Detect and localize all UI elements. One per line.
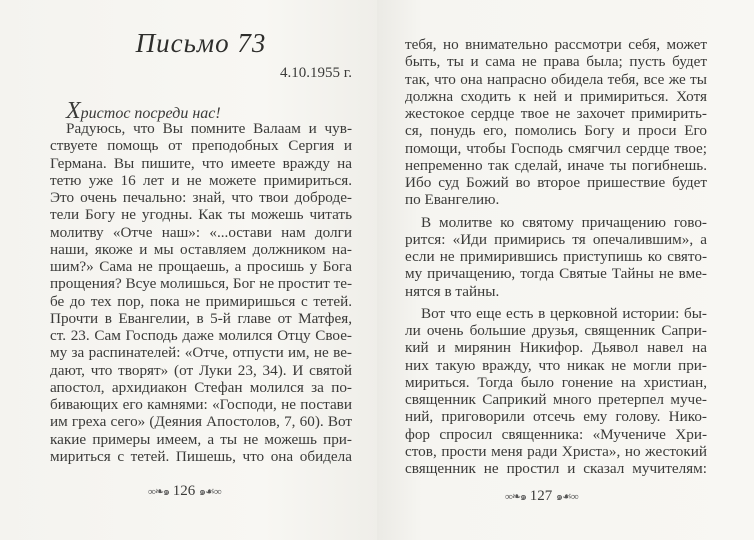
text-line: так, что она напрасно обидела тебя, все же ты	[405, 70, 707, 88]
ornament-right-icon: ๑☙∞	[199, 486, 221, 498]
right-page-body	[405, 36, 707, 477]
text-line: бе до тех пор, пока не примиришься с тетей.	[50, 292, 352, 310]
text-line: мириться. Тогда было гонение на христиан,	[405, 373, 707, 391]
text-line: помощи, чтобы Господь смягчил сердце твое;	[405, 139, 707, 157]
text-line: ли очень большие друзья, священник Сапри-	[405, 322, 707, 339]
text-line: по Евангелию.	[405, 191, 500, 209]
text-line: Радуюсь, что Вы помните Валаам и чув-	[66, 120, 352, 137]
ornament-left-icon: ∞❧๑	[505, 491, 527, 503]
text-line: ся, понудь его, помолись Богу и проси Его	[405, 122, 707, 140]
text-line: непременно так сделай, иначе ты погибнешь.	[405, 156, 707, 174]
text-line: стов, прости меня ради Христа», но жестокий	[405, 442, 707, 460]
right-page	[377, 0, 754, 540]
text-line: Прочти в Евангелии, в 5-й главе от Матфея,	[50, 309, 352, 327]
text-line: фор спросил священника: «Мучениче Хри-	[405, 425, 707, 443]
text-line: Ибо суд Божий во второе пришествие будет	[405, 174, 707, 191]
text-line: тебя, но внимательно рассмотри себя, может	[405, 36, 707, 53]
text-line: них такую вражду, что никак не могли при-	[405, 356, 707, 374]
text-line: ствуете помощь от преподобных Сергия и	[50, 137, 352, 155]
text-line: Германа. Вы пишите, что имеете вражду на	[50, 154, 352, 172]
text-line: ний, приговорили отсечь ему голову. Нико-	[405, 408, 707, 426]
letter-title: Письмо 73	[135, 28, 267, 58]
text-line: жестокое сердце твое не захочет примирить-	[405, 105, 707, 122]
letter-date: 4.10.1955 г.	[280, 65, 352, 81]
text-line: священник Саприкий много претерпел муче-	[405, 391, 707, 408]
ornament-right-icon: ๑☙∞	[556, 491, 578, 503]
text-line: Вот что еще есть в церковной истории: бы-	[421, 304, 707, 322]
text-line: апостол, архидиакон Стефан молился за по-	[50, 378, 352, 396]
text-line: тели Богу не угодны. Как ты можешь читать	[50, 206, 352, 224]
text-line: наши, якоже и мы оставляем должником на-	[50, 240, 352, 258]
text-line: какие примеры имеем, а ты не можешь при-	[50, 430, 352, 448]
text-line: шим?» Сама не прощаешь, а просишь у Бога	[50, 258, 352, 275]
greeting-initial: Х	[66, 98, 81, 124]
text-line: священник не простил и сказал мучителям:	[405, 460, 707, 477]
text-line: му причащению, тогда Святые Тайны не вме-	[405, 265, 707, 283]
text-line: нятся в тайны.	[405, 282, 500, 300]
text-line: им греха сего» (Деяния Апостолов, 7, 60). Вот	[50, 413, 352, 431]
text-line: прощения? Всуе молишься, Бог не простит те-	[50, 275, 352, 293]
left-page-body	[50, 120, 352, 465]
text-line: тетю уже 16 лет и не можете примириться.	[50, 171, 352, 189]
text-line: бивающих его камнями: «Господи, не постави	[50, 396, 352, 413]
text-line: мириться с тетей. Пишешь, что она обидела	[50, 447, 352, 465]
ornament-left-icon: ∞❧๑	[148, 486, 170, 498]
text-line: ст. 23. Сам Господь даже молился Отцу Свое-	[50, 327, 352, 344]
text-line: рится: «Иди примирись тя опечалившим», а	[405, 230, 707, 248]
text-line: В молитве ко святому причащению гово-	[421, 213, 707, 231]
text-line: должна сходить к ней и примириться. Хотя	[405, 87, 707, 105]
text-line: молитву «Отче наш»: «...остави нам долги	[50, 223, 352, 241]
greeting-text: ристос посреди нас!	[80, 105, 221, 122]
text-line: дают, что творят» (от Луки 23, 34). И святой	[50, 361, 352, 379]
page-number-text: 127	[529, 488, 553, 504]
text-line: му за распинателей: «Отче, отпусти им, не ве-	[50, 344, 352, 362]
page-number-text: 126	[172, 483, 196, 499]
text-line: быть, ты и сама не права была; пусть будет	[405, 53, 707, 71]
text-line: если не примирившись приступишь ко свято-	[405, 248, 707, 265]
text-line: кий и мирянин Никифор. Дьявол навел на	[405, 339, 707, 357]
page-number-left	[148, 482, 221, 500]
text-line: Это очень печально: знай, что твои доброде-	[50, 189, 352, 206]
page-number-right	[505, 487, 578, 505]
